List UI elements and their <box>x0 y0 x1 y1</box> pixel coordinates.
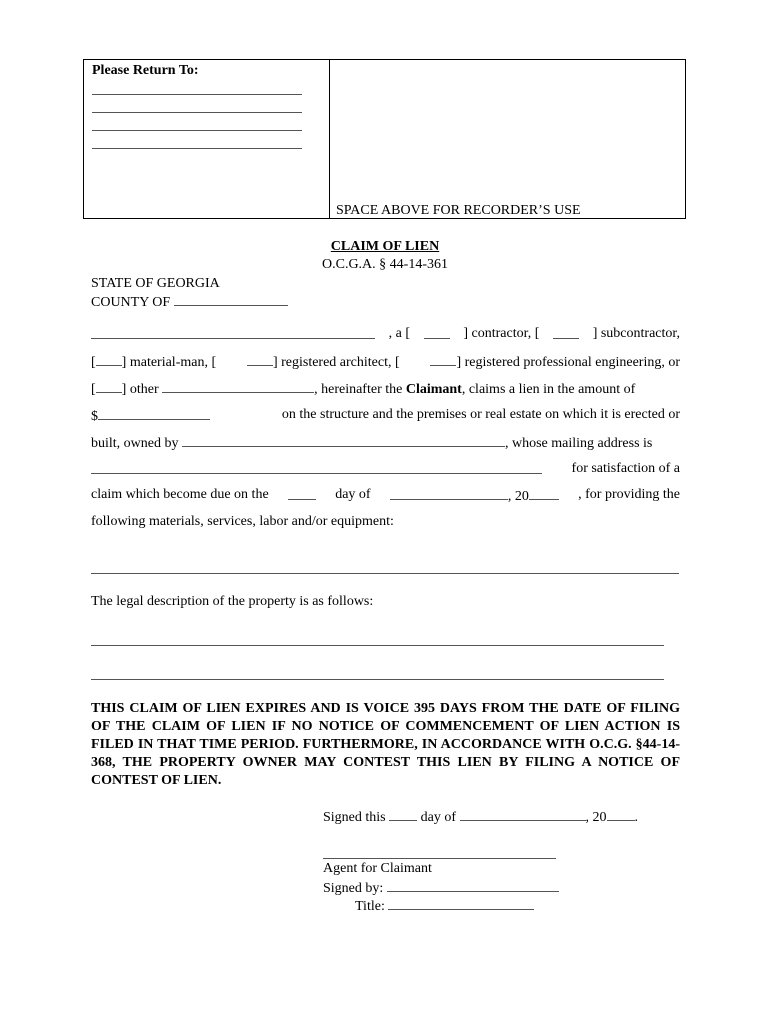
return-line-3[interactable] <box>92 130 302 131</box>
form-title: CLAIM OF LIEN <box>330 239 440 254</box>
mailing-address-field[interactable] <box>91 461 542 474</box>
text: , 20 <box>585 810 607 825</box>
architect-checkbox[interactable] <box>247 353 273 366</box>
text: day of <box>335 487 371 502</box>
signed-day-field[interactable] <box>389 808 417 821</box>
claimant-term: Claimant <box>405 382 462 397</box>
text: [ <box>91 382 96 397</box>
agent-label: Agent for Claimant <box>323 861 432 876</box>
return-line-1[interactable] <box>92 94 302 95</box>
text: [ <box>91 355 96 370</box>
venue-block <box>91 275 288 312</box>
body-line-3 <box>91 380 680 398</box>
body-line-7 <box>91 487 680 505</box>
recorder-use-label: SPACE ABOVE FOR RECORDER’S USE <box>336 203 581 218</box>
subcontractor-checkbox[interactable] <box>553 326 579 339</box>
body-line-6 <box>91 461 680 477</box>
lien-amount-field[interactable] <box>98 407 210 420</box>
text: Signed this <box>323 810 386 825</box>
county-label: COUNTY OF <box>91 295 171 310</box>
text: on the structure and the premises or real estate on which it is erected or <box>281 407 680 422</box>
signed-month-field[interactable] <box>460 808 586 821</box>
text: , 20 <box>507 489 529 504</box>
recorder-divider <box>329 60 330 218</box>
text: Title: <box>355 899 385 914</box>
due-month-field[interactable] <box>390 487 508 500</box>
contractor-checkbox[interactable] <box>424 326 450 339</box>
state-label: STATE OF GEORGIA <box>91 276 220 291</box>
signed-this-row <box>323 808 638 826</box>
text: , whose mailing address is <box>505 436 653 451</box>
recorder-box <box>83 59 686 219</box>
text: , for providing the <box>578 487 680 502</box>
text: ] subcontractor, <box>592 326 680 341</box>
signed-by-row <box>323 879 559 897</box>
body-line-4 <box>91 407 680 425</box>
due-day-field[interactable] <box>288 487 316 500</box>
text: , a [ <box>388 326 411 341</box>
text: ] registered professional engineering, or <box>456 355 680 370</box>
text: $ <box>91 409 98 424</box>
text: claim which become due on the <box>91 487 269 502</box>
agent-signature-field[interactable] <box>323 858 556 859</box>
text: , hereinafter the <box>314 382 403 397</box>
text: built, owned by <box>91 436 179 451</box>
text: ] contractor, [ <box>463 326 540 341</box>
text: , claims a lien in the amount of <box>461 382 636 397</box>
text: ] material-man, [ <box>121 355 217 370</box>
due-year-field[interactable] <box>529 487 559 500</box>
legal-description-label: The legal description of the property is as follows: <box>91 594 374 609</box>
body-line-1 <box>91 326 680 342</box>
county-field[interactable] <box>174 293 288 306</box>
body-line-8: following materials, services, labor and/or equipment: <box>91 514 394 529</box>
text: ] registered architect, [ <box>272 355 400 370</box>
text: for satisfaction of a <box>571 461 680 476</box>
text: day of <box>420 810 457 825</box>
return-line-4[interactable] <box>92 148 302 149</box>
return-to-label: Please Return To: <box>92 63 199 78</box>
title-row <box>355 897 534 915</box>
signed-year-field[interactable] <box>607 808 635 821</box>
materials-field[interactable] <box>91 573 679 574</box>
legal-description-field-1[interactable] <box>91 645 664 646</box>
owner-name-field[interactable] <box>182 434 505 447</box>
other-field[interactable] <box>162 380 314 393</box>
body-line-5 <box>91 434 680 452</box>
legal-description-field-2[interactable] <box>91 679 664 680</box>
text: ] other <box>121 382 159 397</box>
claimant-name-field[interactable] <box>91 326 375 339</box>
other-checkbox[interactable] <box>96 380 122 393</box>
engineering-checkbox[interactable] <box>430 353 456 366</box>
form-statute: O.C.G.A. § 44-14-361 <box>322 257 448 272</box>
expiration-warning: THIS CLAIM OF LIEN EXPIRES AND IS VOICE 395 DAYS FROM THE DATE OF FILING OF THE CLAIM OF LIEN IF NO NOTICE OF COMMENCEMENT OF LIEN ACTION IS FILED IN THAT TIME PERIOD. FURTHERMORE, IN ACCORDANCE WITH O.C.G. §44-14-368, THE PROPERTY OWNER MAY CONTEST THIS LIEN BY FILING A NOTICE OF CONTEST OF LIEN. <box>91 701 680 788</box>
county-row <box>91 293 288 312</box>
signed-by-field[interactable] <box>387 879 559 892</box>
return-line-2[interactable] <box>92 112 302 113</box>
text: . <box>634 810 639 825</box>
body-line-2 <box>91 353 680 371</box>
text: Signed by: <box>323 881 384 896</box>
title-field[interactable] <box>388 897 534 910</box>
material-man-checkbox[interactable] <box>96 353 122 366</box>
